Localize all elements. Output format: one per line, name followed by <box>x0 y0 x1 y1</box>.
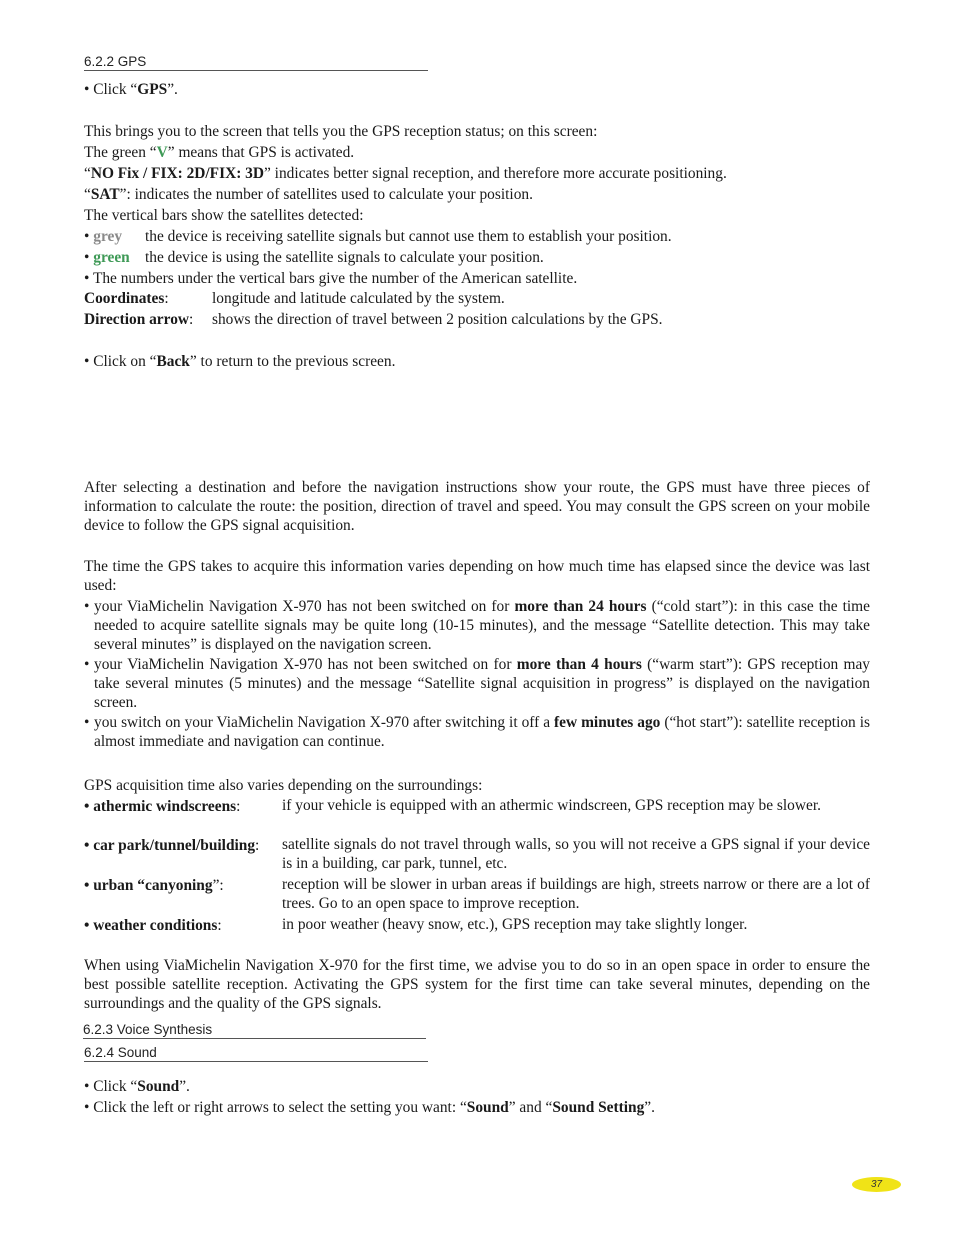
direction-arrow-term: Direction arrow: <box>84 311 194 328</box>
arrows-instruction: • Click the left or right arrows to select the setting you want: “Sound” and “Sound Setting”. <box>84 1099 655 1116</box>
green-bar-item: • green <box>84 249 130 266</box>
weather-def: in poor weather (heavy snow, etc.), GPS reception may take slightly longer. <box>282 916 748 933</box>
cold-start-item: • your ViaMichelin Navigation X-970 has not been switched on for more than 24 hours (“cold start”): in this case the time needed to acquire satellite signals may be quite long (10-15 minutes), and the message “Satellite detection. This may take several minutes” is displayed on the navigation screen. <box>84 598 870 653</box>
first-use-paragraph: When using ViaMichelin Navigation X-970 for the first time, we advise you to do so in an open space in order to ensure the best possible satellite reception. Activating the GPS system for the first time can take several minutes, depending on the surroundings and the quality of the GPS signals. <box>84 957 870 1012</box>
coordinates-def: longitude and latitude calculated by the system. <box>212 290 505 307</box>
athermic-term: • athermic windscreens: <box>84 798 241 815</box>
athermic-def: if your vehicle is equipped with an athermic windscreen, GPS reception may be slower. <box>282 797 821 814</box>
page-number: 37 <box>852 1177 901 1192</box>
click-sound-instruction: • Click “Sound”. <box>84 1078 190 1095</box>
numbers-line: • The numbers under the vertical bars give the number of the American satellite. <box>84 270 578 287</box>
sat-line: “SAT”: indicates the number of satellites used to calculate your position. <box>84 186 533 203</box>
coordinates-term: Coordinates: <box>84 290 169 307</box>
gps-intro: This brings you to the screen that tells you the GPS reception status; on this screen: <box>84 123 598 140</box>
car-park-term: • car park/tunnel/building: <box>84 837 260 854</box>
car-park-def: satellite signals do not travel through walls, so you will not receive a GPS signal if your device is in a building, car park, tunnel, etc. <box>282 836 870 872</box>
bars-intro: The vertical bars show the satellites detected: <box>84 207 364 224</box>
acquisition-paragraph-2: The time the GPS takes to acquire this information varies depending on how much time has elapsed since the device was last used: <box>84 558 870 594</box>
warm-start-item: • your ViaMichelin Navigation X-970 has not been switched on for more than 4 hours (“warm start”): GPS reception may take several minutes (5 minutes) and the message “Satellite signal acquisition in progress” is displayed on the navigation screen. <box>84 656 871 711</box>
grey-bar-text: the device is receiving satellite signals but cannot use them to establish your position. <box>145 228 672 245</box>
surroundings-intro: GPS acquisition time also varies depending on the surroundings: <box>84 777 483 794</box>
green-bar-text: the device is using the satellite signals to calculate your position. <box>145 249 544 266</box>
section-heading-gps: 6.2.2 GPS <box>84 54 428 71</box>
acquisition-paragraph-1: After selecting a destination and before the navigation instructions show your route, the GPS must have three pieces of information to calculate the route: the position, direction of travel and speed. You may consult the GPS screen on your mobile device to follow the GPS signal acquisition. <box>84 479 870 534</box>
click-gps-instruction: • Click “GPS”. <box>84 81 178 98</box>
back-instruction: • Click on “Back” to return to the previous screen. <box>84 353 396 370</box>
direction-arrow-def: shows the direction of travel between 2 position calculations by the GPS. <box>212 311 663 328</box>
section-heading-voice-synthesis: 6.2.3 Voice Synthesis <box>83 1022 426 1039</box>
section-heading-sound: 6.2.4 Sound <box>84 1045 428 1062</box>
hot-start-item: • you switch on your ViaMichelin Navigation X-970 after switching it off a few minutes ago (“hot start”): satellite reception is almost immediate and navigation can continue. <box>84 714 870 750</box>
urban-canyoning-def: reception will be slower in urban areas if buildings are high, streets narrow or there are a lot of trees. Go to an open space to improve reception. <box>282 876 870 912</box>
green-v-line: The green “V” means that GPS is activated. <box>84 144 355 161</box>
fix-line: “NO Fix / FIX: 2D/FIX: 3D” indicates better signal reception, and therefore more accurate positioning. <box>84 165 727 182</box>
grey-bar-item: • grey <box>84 228 123 245</box>
weather-term: • weather conditions: <box>84 917 222 934</box>
urban-canyoning-term: • urban “canyoning”: <box>84 877 224 894</box>
